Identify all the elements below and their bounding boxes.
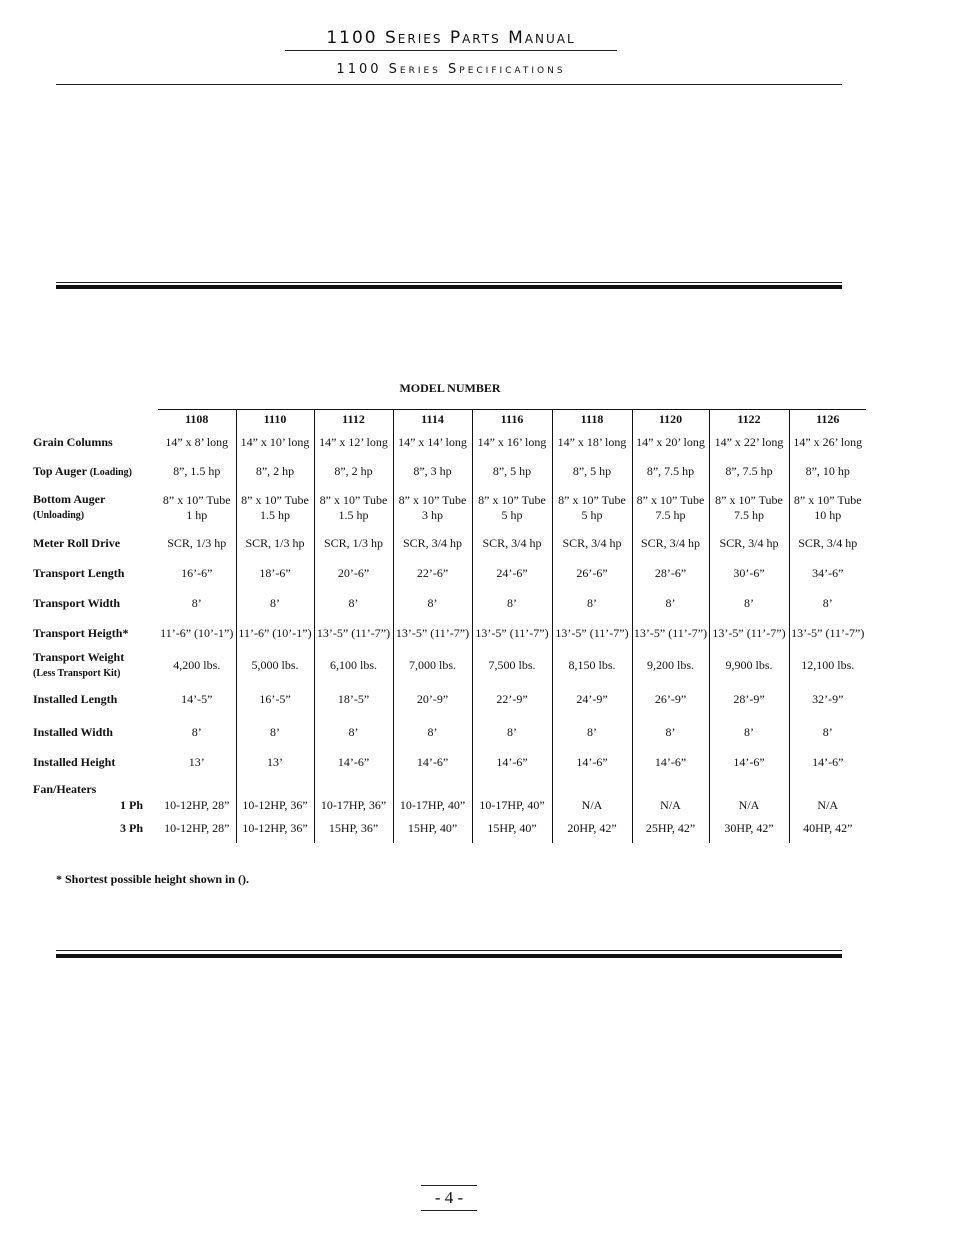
- spec-value-cell: [552, 618, 632, 648]
- spec-value: 8”, 2 hp: [334, 464, 373, 478]
- spec-value-cell: [709, 529, 789, 558]
- spec-value-cell: [632, 717, 709, 747]
- spec-value: 8’: [348, 595, 359, 610]
- model-number-cell: 1120: [632, 410, 709, 429]
- spec-value-cell: [709, 648, 789, 682]
- empty-cell: [632, 777, 709, 797]
- spec-value: SCR, 3/4 hp: [482, 536, 542, 550]
- fan-heater-value: 15HP, 40”: [393, 813, 472, 843]
- spec-value-cell: [709, 428, 789, 457]
- spec-value: 14” x 26’ long: [793, 435, 863, 449]
- spec-value: 14” x 16’ long: [477, 435, 547, 449]
- spec-value-cell: [472, 682, 552, 717]
- spec-value: 8’: [587, 595, 597, 610]
- spec-value: 8’: [191, 595, 202, 610]
- spec-value: 14” x 10’ long: [240, 435, 310, 449]
- spec-value: 8’: [270, 724, 280, 739]
- spec-value: 9,200 lbs.: [646, 657, 694, 672]
- spec-value-cell: [472, 457, 552, 486]
- spec-row: [33, 428, 866, 457]
- phase-label: 1 Ph: [119, 797, 143, 812]
- spec-value: SCR, 3/4 hp: [402, 536, 462, 550]
- spec-value-cell: [314, 558, 393, 588]
- spec-value: 20’-9”: [416, 692, 449, 706]
- spec-value-cell: [632, 558, 709, 588]
- spec-value: 5,000 lbs.: [251, 657, 299, 672]
- spec-value-cell: [789, 457, 866, 486]
- spec-value: 8”, 3 hp: [413, 464, 452, 478]
- spec-value-cell: [709, 558, 789, 588]
- spec-value: 8” x 10” Tube: [715, 492, 783, 507]
- spec-value: 7,500 lbs.: [488, 657, 536, 672]
- spec-value-cell: [789, 428, 866, 457]
- spec-value: 8’: [665, 595, 676, 610]
- spec-value: 13’-5” (11’-7”): [791, 625, 865, 640]
- spec-value: 8” x 10” Tube: [558, 492, 626, 507]
- spec-value: 14’-6”: [496, 754, 528, 769]
- empty-cell: [236, 777, 314, 797]
- fan-heater-value: 15HP, 36”: [314, 813, 393, 843]
- spec-value-cell: [789, 717, 866, 747]
- spec-value: 8”, 5 hp: [492, 464, 532, 478]
- model-number-cell: 1110: [236, 410, 314, 429]
- row-label-text: Grain Columns: [33, 435, 113, 449]
- spec-value-cell: [552, 717, 632, 747]
- spec-value-cell: [552, 648, 632, 682]
- spec-value: 24’-6”: [496, 565, 528, 580]
- phase-label: 3 Ph: [119, 820, 143, 835]
- spec-value-cell: [789, 618, 866, 648]
- spec-value-cell: [158, 648, 236, 682]
- spec-value-cell: [236, 558, 314, 588]
- spec-value-cell: [472, 648, 552, 682]
- row-label: [33, 486, 158, 529]
- spec-value-cell: [314, 618, 393, 648]
- spec-value: 11’-6” (10’-1”): [160, 625, 234, 640]
- spec-value-line2: 3 hp: [422, 507, 443, 522]
- spec-value: 8” x 10” Tube: [319, 492, 388, 507]
- section-rule-top-thick: [56, 285, 842, 289]
- spec-value: SCR, 1/3 hp: [167, 536, 227, 550]
- spec-value: 13’: [267, 754, 283, 769]
- spec-value-cell: [472, 529, 552, 558]
- spec-value: 28’-6”: [654, 565, 687, 580]
- spec-value-cell: [789, 529, 866, 558]
- spec-value: 4,200 lbs.: [173, 657, 221, 672]
- row-label-text: Transport Width: [33, 595, 121, 610]
- spec-value-cell: [552, 428, 632, 457]
- spec-value: 8’: [191, 724, 202, 739]
- spec-value-cell: [393, 682, 472, 717]
- spec-value: 8’: [665, 724, 676, 739]
- empty-cell: [789, 777, 866, 797]
- fan-heater-value: N/A: [632, 797, 709, 813]
- model-number-row: [33, 410, 866, 429]
- model-number-cell: 1108: [158, 410, 236, 429]
- spec-row: [33, 648, 866, 682]
- spec-row: [33, 457, 866, 486]
- spec-row: [33, 529, 866, 558]
- spec-value-cell: [632, 486, 709, 529]
- spec-value: 8”, 1.5 hp: [173, 464, 221, 478]
- row-label: [33, 682, 158, 717]
- spec-value-cell: [158, 457, 236, 486]
- fan-heater-value: 25HP, 42”: [632, 813, 709, 843]
- spec-value: 14’-6”: [337, 754, 370, 769]
- model-number-cell: 1122: [709, 410, 789, 429]
- spec-value: 34’-6”: [812, 565, 844, 580]
- spec-value: 7,000 lbs.: [408, 657, 456, 672]
- spec-row: [33, 558, 866, 588]
- spec-value: SCR, 3/4 hp: [562, 536, 622, 550]
- spec-value: 14’-6”: [416, 754, 449, 769]
- spec-value: 20’-6”: [337, 565, 370, 580]
- row-label-text: Meter Roll Drive: [33, 536, 121, 550]
- empty-cell: [393, 777, 472, 797]
- spec-value: 18’-6”: [259, 565, 291, 580]
- spec-value: 14” x 18’ long: [557, 435, 627, 449]
- spec-value-cell: [552, 558, 632, 588]
- spec-value: 13’-5” (11’-7”): [555, 625, 629, 640]
- spec-value: 8,150 lbs.: [568, 657, 616, 672]
- spec-value: SCR, 3/4 hp: [640, 536, 700, 550]
- spec-value: 8”, 2 hp: [255, 464, 295, 478]
- spec-row: [33, 717, 866, 747]
- spec-value-cell: [632, 648, 709, 682]
- header-rule: [56, 84, 842, 85]
- row-label: [33, 457, 158, 486]
- spec-value-cell: [158, 618, 236, 648]
- fan-heater-value: 20HP, 42”: [552, 813, 632, 843]
- spec-value: SCR, 3/4 hp: [719, 536, 779, 550]
- spec-value: 8”, 7.5 hp: [725, 464, 773, 478]
- spec-value-cell: [393, 747, 472, 777]
- spec-value-cell: [393, 618, 472, 648]
- spec-value: 8’: [507, 595, 517, 610]
- spec-value: 14” x 14’ long: [398, 435, 467, 449]
- spec-value-cell: [472, 747, 552, 777]
- spec-value-cell: [472, 428, 552, 457]
- spec-value: 18’-5”: [337, 692, 370, 706]
- spec-value-cell: [158, 717, 236, 747]
- row-sublabel: (Less Transport Kit): [33, 667, 121, 679]
- spec-value-cell: [789, 588, 866, 618]
- spec-value: 13’-5” (11’-7”): [712, 625, 786, 640]
- model-number-cell: 1116: [472, 410, 552, 429]
- model-number-cell: 1112: [314, 410, 393, 429]
- spec-value-cell: [158, 747, 236, 777]
- spec-value-cell: [789, 486, 866, 529]
- spec-value-cell: [472, 618, 552, 648]
- spec-value-cell: [472, 588, 552, 618]
- row-label-text: Transport Weight: [33, 649, 125, 664]
- empty-cell: [552, 777, 632, 797]
- spec-value-cell: [393, 457, 472, 486]
- spec-value: 8” x 10” Tube: [636, 492, 705, 507]
- spec-value-cell: [709, 747, 789, 777]
- specifications-table: [33, 409, 866, 843]
- spec-value: SCR, 1/3 hp: [245, 536, 305, 550]
- spec-value: 11’-6” (10’-1”): [238, 625, 312, 640]
- spec-value: 13’-5” (11’-7”): [475, 625, 549, 640]
- fan-heater-value: 15HP, 40”: [472, 813, 552, 843]
- spec-value-cell: [314, 486, 393, 529]
- spec-value: 14” x 22’ long: [714, 435, 784, 449]
- section-rule-bottom-thin: [56, 950, 842, 951]
- spec-value-line2: 5 hp: [581, 507, 603, 522]
- spec-value-cell: [158, 529, 236, 558]
- spec-value-cell: [632, 529, 709, 558]
- row-sublabel: (Loading): [89, 466, 132, 478]
- page-number: - 4 -: [421, 1185, 477, 1211]
- fan-heater-value: 10-17HP, 36”: [314, 797, 393, 813]
- spec-value-cell: [632, 618, 709, 648]
- spec-value-cell: [158, 682, 236, 717]
- spec-value-cell: [236, 648, 314, 682]
- model-number-cell: 1118: [552, 410, 632, 429]
- row-label: [33, 588, 158, 618]
- spec-value: 22’-9”: [496, 692, 528, 706]
- fan-heaters-label: Fan/Heaters: [33, 782, 97, 796]
- spec-value: 8” x 10” Tube: [241, 492, 309, 507]
- row-label-text: Transport Length: [33, 565, 125, 580]
- spec-value-cell: [632, 457, 709, 486]
- spec-value-cell: [552, 588, 632, 618]
- section-rule-bottom-thick: [56, 954, 842, 958]
- row-sublabel: (Unloading): [33, 510, 85, 521]
- spec-value: 14’-5”: [181, 692, 213, 706]
- row-label-text: Installed Width: [33, 724, 113, 739]
- spec-value-cell: [393, 648, 472, 682]
- row-label: [33, 618, 158, 648]
- spec-row: [33, 682, 866, 717]
- spec-value: 13’: [188, 754, 205, 769]
- row-label-empty: [33, 410, 158, 429]
- fan-heater-value: 30HP, 42”: [709, 813, 789, 843]
- model-number-header: MODEL NUMBER: [399, 381, 501, 395]
- row-label: [33, 558, 158, 588]
- spec-value-cell: [632, 428, 709, 457]
- spec-value-cell: [393, 529, 472, 558]
- spec-value-cell: [709, 618, 789, 648]
- spec-value: 13’-5” (11’-7”): [395, 625, 470, 640]
- section-rule-top-thin: [56, 282, 842, 283]
- section-subtitle: 1100 Series Specifications: [336, 62, 566, 77]
- spec-value: 14” x 20’ long: [636, 435, 705, 449]
- spec-value-cell: [472, 558, 552, 588]
- spec-value: 28’-9”: [733, 692, 765, 706]
- spec-value-cell: [552, 682, 632, 717]
- empty-cell: [472, 777, 552, 797]
- spec-value: 8’: [427, 595, 438, 610]
- spec-value: 14’-6”: [812, 754, 844, 769]
- fan-heater-value: 10-12HP, 36”: [236, 813, 314, 843]
- row-label-text: Top Auger: [33, 463, 87, 478]
- spec-value: 13’-5” (11’-7”): [316, 625, 391, 640]
- spec-value: 8” x 10” Tube: [478, 492, 546, 507]
- fan-heater-value: N/A: [552, 797, 632, 813]
- spec-value-cell: [314, 457, 393, 486]
- spec-value-line2: 7.5 hp: [734, 507, 764, 522]
- spec-value-cell: [393, 717, 472, 747]
- spec-value-cell: [236, 486, 314, 529]
- spec-value-cell: [158, 588, 236, 618]
- spec-value-cell: [632, 682, 709, 717]
- spec-value: 8’: [270, 595, 280, 610]
- spec-value: 8”, 5 hp: [572, 464, 612, 478]
- spec-value: 14” x 8’ long: [165, 435, 229, 449]
- spec-value-cell: [709, 588, 789, 618]
- spec-value: 8’: [744, 595, 754, 610]
- spec-value: 26’-9”: [654, 692, 687, 706]
- row-label: [33, 717, 158, 747]
- spec-value: 8” x 10” Tube: [162, 492, 231, 507]
- spec-value-cell: [314, 747, 393, 777]
- spec-value: 8’: [348, 724, 359, 739]
- spec-value-cell: [393, 558, 472, 588]
- row-label-text: Installed Length: [33, 692, 118, 706]
- spec-value-line2: 1 hp: [186, 507, 208, 522]
- spec-value-cell: [393, 486, 472, 529]
- fan-heater-value: 40HP, 42”: [789, 813, 866, 843]
- spec-value-cell: [314, 682, 393, 717]
- fan-heaters-phase-row: [33, 813, 866, 843]
- spec-value-cell: [236, 618, 314, 648]
- spec-value-cell: [789, 648, 866, 682]
- spec-value: 8’: [822, 724, 833, 739]
- spec-value-cell: [236, 457, 314, 486]
- spec-value: 14’-6”: [654, 754, 687, 769]
- spec-value-cell: [236, 588, 314, 618]
- spec-value-line2: 1.5 hp: [260, 507, 290, 522]
- empty-cell: [314, 777, 393, 797]
- fan-heaters-phase-row: [33, 797, 866, 813]
- row-label: [33, 428, 158, 457]
- spec-value: 14” x 12’ long: [319, 435, 388, 449]
- spec-value: 8’: [744, 724, 754, 739]
- spec-value: SCR, 3/4 hp: [798, 536, 858, 550]
- fan-heater-value: 10-17HP, 40”: [393, 797, 472, 813]
- spec-value-cell: [314, 529, 393, 558]
- spec-row: [33, 588, 866, 618]
- spec-value: 13’-5” (11’-7”): [633, 625, 708, 640]
- spec-value-cell: [709, 682, 789, 717]
- spec-value-cell: [236, 747, 314, 777]
- spec-row: [33, 618, 866, 648]
- spec-value-cell: [789, 747, 866, 777]
- spec-value: 30’-6”: [733, 565, 765, 580]
- row-label: [33, 529, 158, 558]
- spec-value-cell: [314, 648, 393, 682]
- spec-value-line2: 5 hp: [501, 507, 523, 522]
- row-label-text: Bottom Auger: [33, 492, 106, 506]
- model-number-cell: 1126: [789, 410, 866, 429]
- spec-value-cell: [552, 486, 632, 529]
- spec-value: 8’: [587, 724, 597, 739]
- spec-value-cell: [552, 529, 632, 558]
- spec-value-cell: [158, 428, 236, 457]
- spec-value-cell: [552, 457, 632, 486]
- spec-row: [33, 486, 866, 529]
- fan-heater-value: N/A: [789, 797, 866, 813]
- spec-value: 8”, 7.5 hp: [646, 464, 695, 478]
- fan-heater-value: 10-12HP, 36”: [236, 797, 314, 813]
- spec-value-line2: 1.5 hp: [338, 507, 369, 522]
- spec-value-cell: [158, 558, 236, 588]
- spec-value: 14’-6”: [576, 754, 608, 769]
- spec-value-cell: [789, 682, 866, 717]
- spec-value: 12,100 lbs.: [801, 657, 855, 672]
- spec-value-cell: [236, 717, 314, 747]
- model-number-cell: 1114: [393, 410, 472, 429]
- fan-heater-value: 10-12HP, 28”: [164, 797, 230, 812]
- spec-value: 16’-6”: [181, 565, 213, 580]
- spec-value: 8’: [427, 724, 438, 739]
- spec-value-cell: [472, 486, 552, 529]
- empty-cell: [158, 777, 236, 797]
- spec-value: 8’: [507, 724, 517, 739]
- height-footnote: * Shortest possible height shown in ().: [56, 872, 250, 886]
- spec-value: 8” x 10” Tube: [398, 492, 467, 507]
- fan-heater-value: 10-17HP, 40”: [472, 797, 552, 813]
- spec-value-cell: [314, 588, 393, 618]
- spec-value-cell: [632, 588, 709, 618]
- spec-value-cell: [236, 682, 314, 717]
- spec-value-line2: 10 hp: [814, 507, 842, 522]
- spec-value: 6,100 lbs.: [329, 657, 377, 672]
- spec-value-cell: [236, 529, 314, 558]
- spec-value-line2: 7.5 hp: [655, 507, 686, 522]
- spec-row: [33, 747, 866, 777]
- spec-value: 9,900 lbs.: [725, 657, 773, 672]
- fan-heater-value: 10-12HP, 28”: [164, 820, 230, 835]
- spec-value-cell: [236, 428, 314, 457]
- spec-value: 24’-9”: [576, 692, 608, 706]
- spec-value: 8”, 10 hp: [805, 464, 850, 478]
- spec-value-cell: [472, 717, 552, 747]
- spec-value: 8’: [822, 595, 833, 610]
- spec-value-cell: [709, 486, 789, 529]
- spec-value-cell: [709, 457, 789, 486]
- spec-value-cell: [632, 747, 709, 777]
- fan-heaters-row: [33, 777, 866, 797]
- spec-value: 16’-5”: [259, 692, 291, 706]
- spec-value: 14’-6”: [733, 754, 765, 769]
- spec-value-cell: [552, 747, 632, 777]
- fan-heater-value: N/A: [709, 797, 789, 813]
- spec-value-cell: [709, 717, 789, 747]
- spec-value-cell: [314, 428, 393, 457]
- row-label: [33, 747, 158, 777]
- spec-value-cell: [789, 558, 866, 588]
- spec-value: 8” x 10” Tube: [793, 492, 862, 507]
- spec-value: 22’-6”: [416, 565, 449, 580]
- spec-value: SCR, 1/3 hp: [323, 536, 383, 550]
- row-label: [33, 648, 158, 682]
- spec-value: 32’-9”: [812, 692, 844, 706]
- row-label-text: Installed Height: [33, 754, 116, 769]
- spec-value-cell: [393, 588, 472, 618]
- spec-value-cell: [314, 717, 393, 747]
- row-label-text: Transport Heigth*: [33, 625, 129, 640]
- empty-cell: [709, 777, 789, 797]
- manual-title: 1100 Series Parts Manual: [285, 28, 617, 51]
- spec-value-cell: [393, 428, 472, 457]
- spec-value: 26’-6”: [576, 565, 608, 580]
- spec-value-cell: [158, 486, 236, 529]
